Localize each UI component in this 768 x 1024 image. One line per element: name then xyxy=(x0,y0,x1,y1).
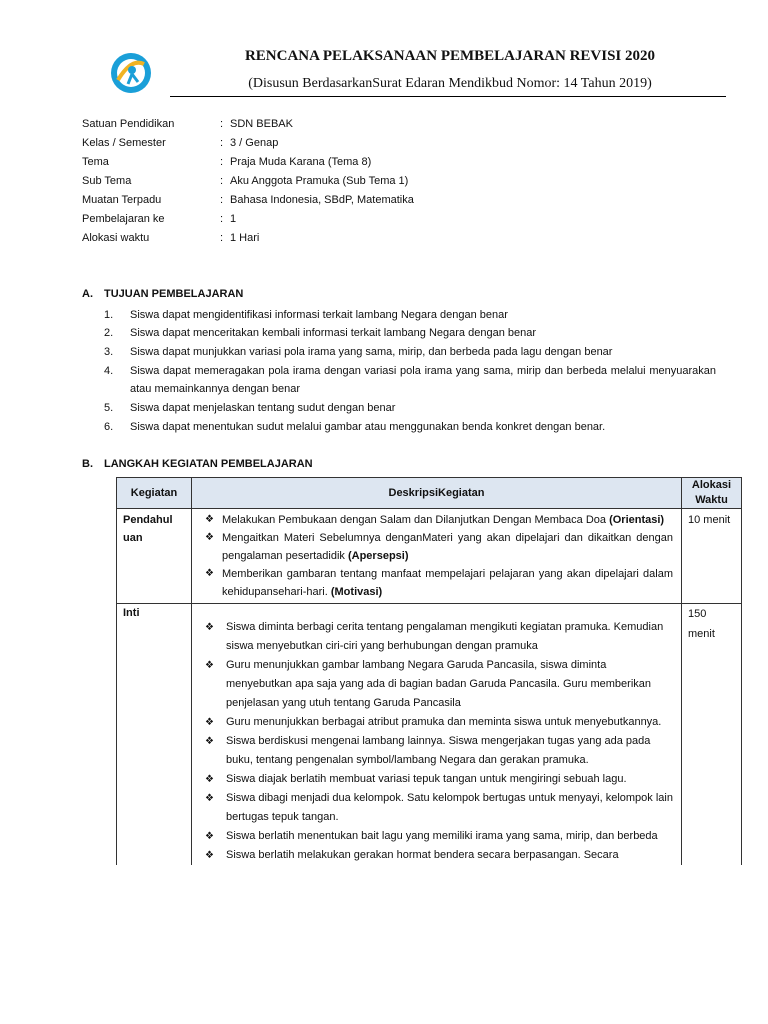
diamond-bullet-icon: ❖ xyxy=(205,831,214,842)
header-alokasi-line1: Alokasi xyxy=(691,479,732,491)
pendahuluan-item-text: Mengaitkan Materi Sebelumnya denganMateri yang akan dipelajari dan dikaitkan dengan pengalaman pesertadidik xyxy=(222,532,673,562)
header-divider xyxy=(170,96,726,97)
identity-value: 3 / Genap xyxy=(230,137,279,149)
identity-colon: : xyxy=(220,137,224,149)
identity-colon: : xyxy=(220,232,224,244)
section-b-heading xyxy=(82,458,313,470)
diamond-bullet-icon: ❖ xyxy=(205,532,214,543)
identity-colon: : xyxy=(220,118,224,130)
pendahuluan-item-text: Melakukan Pembukaan dengan Salam dan Dilanjutkan Dengan Membaca Doa xyxy=(222,514,610,526)
inti-item-text: Siswa berlatih melakukan gerakan hormat bendera secara berpasangan. Secara xyxy=(226,849,619,861)
identity-colon: : xyxy=(220,156,224,168)
pendahuluan-time: 10 menit xyxy=(682,509,742,604)
inti-item xyxy=(196,789,673,827)
objective-number: 3. xyxy=(104,346,114,358)
inti-item-text: Siswa dibagi menjadi dua kelompok. Satu kelompok bertugas untuk menyayi, kelompok lain bertugas tepuk tangan. xyxy=(226,792,673,823)
inti-item-text: Siswa berlatih menentukan bait lagu yang memiliki irama yang sama, mirip, dan berbeda xyxy=(226,830,658,842)
table-row-inti xyxy=(117,604,742,866)
identity-label: Alokasi waktu xyxy=(82,232,150,244)
diamond-bullet-icon: ❖ xyxy=(205,514,214,525)
identity-label: Satuan Pendidikan xyxy=(82,118,175,130)
objective-text: Siswa dapat memeragakan pola irama dengan variasi pola irama yang sama, mirip dan berbeda melalui menyuarakan atau memainkannya dengan benar xyxy=(130,365,716,395)
pendahuluan-label: Pendahul uan xyxy=(117,509,192,604)
section-a-heading xyxy=(82,288,243,300)
identity-value: SDN BEBAK xyxy=(230,118,293,130)
section-a-letter: A. xyxy=(82,288,93,300)
inti-item xyxy=(196,846,673,865)
document-subtitle: (Disusun BerdasarkanSurat Edaran Mendikbud Nomor: 14 Tahun 2019) xyxy=(248,76,652,91)
objective-number: 1. xyxy=(104,309,114,321)
objective-item xyxy=(104,306,716,324)
document-title: RENCANA PELAKSANAAN PEMBELAJARAN REVISI 2020 xyxy=(244,48,656,64)
diamond-bullet-icon: ❖ xyxy=(205,774,214,785)
objective-item xyxy=(104,418,716,436)
inti-time-value: 150 xyxy=(688,608,707,620)
inti-item xyxy=(196,827,673,846)
identity-colon: : xyxy=(220,175,224,187)
pendahuluan-item xyxy=(196,529,673,565)
pendahuluan-list xyxy=(192,509,682,604)
section-b-letter: B. xyxy=(82,458,93,470)
pendahuluan-item-tag: (Apersepsi) xyxy=(347,550,409,562)
identity-label: Sub Tema xyxy=(82,175,132,187)
inti-list xyxy=(192,604,682,866)
objective-number: 2. xyxy=(104,327,114,339)
inti-item xyxy=(196,770,673,789)
identity-value: 1 xyxy=(230,213,237,225)
objective-item xyxy=(104,399,716,417)
inti-item-text: Siswa diminta berbagi cerita tentang pengalaman mengikuti kegiatan pramuka. Kemudian siswa menyebutkan ciri-ciri yang berhubungan dengan pramuka xyxy=(226,621,664,652)
identity-label: Pembelajaran ke xyxy=(82,213,165,225)
objective-item xyxy=(104,343,716,361)
inti-item xyxy=(196,618,673,656)
inti-item-text: Guru menunjukkan gambar lambang Negara Garuda Pancasila, siswa diminta menyebutkan apa saja yang ada di bagian badan Garuda Pancasila. Guru memberikan penjelasan yang utuh tentang Garuda Pancasila xyxy=(226,659,651,709)
identity-value: Praja Muda Karana (Tema 8) xyxy=(230,156,372,168)
diamond-bullet-icon: ❖ xyxy=(205,717,214,728)
inti-item-text: Guru menunjukkan berbagai atribut pramuka dan meminta siswa untuk menyebutkannya. xyxy=(226,716,662,728)
diamond-bullet-icon: ❖ xyxy=(205,568,214,579)
activity-table xyxy=(116,477,742,865)
table-row-pendahuluan xyxy=(117,509,742,604)
header-deskripsi: DeskripsiKegiatan xyxy=(192,478,682,509)
header-kegiatan: Kegiatan xyxy=(117,478,192,509)
inti-item xyxy=(196,713,673,732)
table-header-row xyxy=(117,478,742,509)
diamond-bullet-icon: ❖ xyxy=(205,850,214,861)
objective-number: 6. xyxy=(104,421,114,433)
inti-item-text: Siswa berdiskusi mengenai lambang lainnya. Siswa mengerjakan tugas yang ada pada buku, tentang pengenalan symbol/lambang Negara dan gerakan pramuka. xyxy=(226,735,651,766)
identity-colon: : xyxy=(220,213,224,225)
objective-text: Siswa dapat munjukkan variasi pola irama yang sama, mirip, dan berbeda pada lagu dengan benar xyxy=(130,346,613,358)
diamond-bullet-icon: ❖ xyxy=(205,736,214,747)
objective-text: Siswa dapat mengidentifikasi informasi terkait lambang Negara dengan benar xyxy=(130,309,508,321)
pendahuluan-item-text: Memberikan gambaran tentang manfaat mempelajari pelajaran yang akan dipelajari dalam kehidupansehari-hari. xyxy=(222,568,673,598)
section-b-title: LANGKAH KEGIATAN PEMBELAJARAN xyxy=(104,458,313,470)
pendahuluan-item-tag: (Orientasi) xyxy=(609,514,665,526)
objective-item xyxy=(104,324,716,342)
diamond-bullet-icon: ❖ xyxy=(205,793,214,804)
identity-label: Tema xyxy=(82,156,109,168)
identity-label: Kelas / Semester xyxy=(82,137,166,149)
inti-time-unit: menit xyxy=(688,628,715,640)
inti-item xyxy=(196,656,673,713)
pendahuluan-item xyxy=(196,565,673,601)
objective-number: 4. xyxy=(104,365,114,377)
diamond-bullet-icon: ❖ xyxy=(205,622,214,633)
diamond-bullet-icon: ❖ xyxy=(205,660,214,671)
pendahuluan-item xyxy=(196,511,673,529)
inti-label: Inti xyxy=(117,604,192,866)
objective-text: Siswa dapat menentukan sudut melalui gambar atau menggunakan benda konkret dengan benar. xyxy=(130,421,606,433)
identity-value: 1 Hari xyxy=(230,232,260,244)
objective-text: Siswa dapat menceritakan kembali informasi terkait lambang Negara dengan benar xyxy=(130,327,537,339)
inti-item-text: Siswa diajak berlatih membuat variasi tepuk tangan untuk mengiringi sebuah lagu. xyxy=(226,773,627,785)
pendahuluan-item-tag: (Motivasi) xyxy=(330,586,383,598)
header-alokasi xyxy=(682,478,742,509)
objective-number: 5. xyxy=(104,402,114,414)
identity-label: Muatan Terpadu xyxy=(82,194,162,206)
section-a-title: TUJUAN PEMBELAJARAN xyxy=(104,288,244,300)
header-alokasi-line2: Waktu xyxy=(695,494,728,506)
inti-time xyxy=(682,604,742,866)
identity-colon: : xyxy=(220,194,224,206)
logo-icon xyxy=(108,50,154,96)
identity-value: Bahasa Indonesia, SBdP, Matematika xyxy=(230,194,414,206)
objective-item xyxy=(104,362,716,398)
objective-text: Siswa dapat menjelaskan tentang sudut dengan benar xyxy=(130,402,396,414)
inti-item xyxy=(196,732,673,770)
identity-value: Aku Anggota Pramuka (Sub Tema 1) xyxy=(230,175,409,187)
